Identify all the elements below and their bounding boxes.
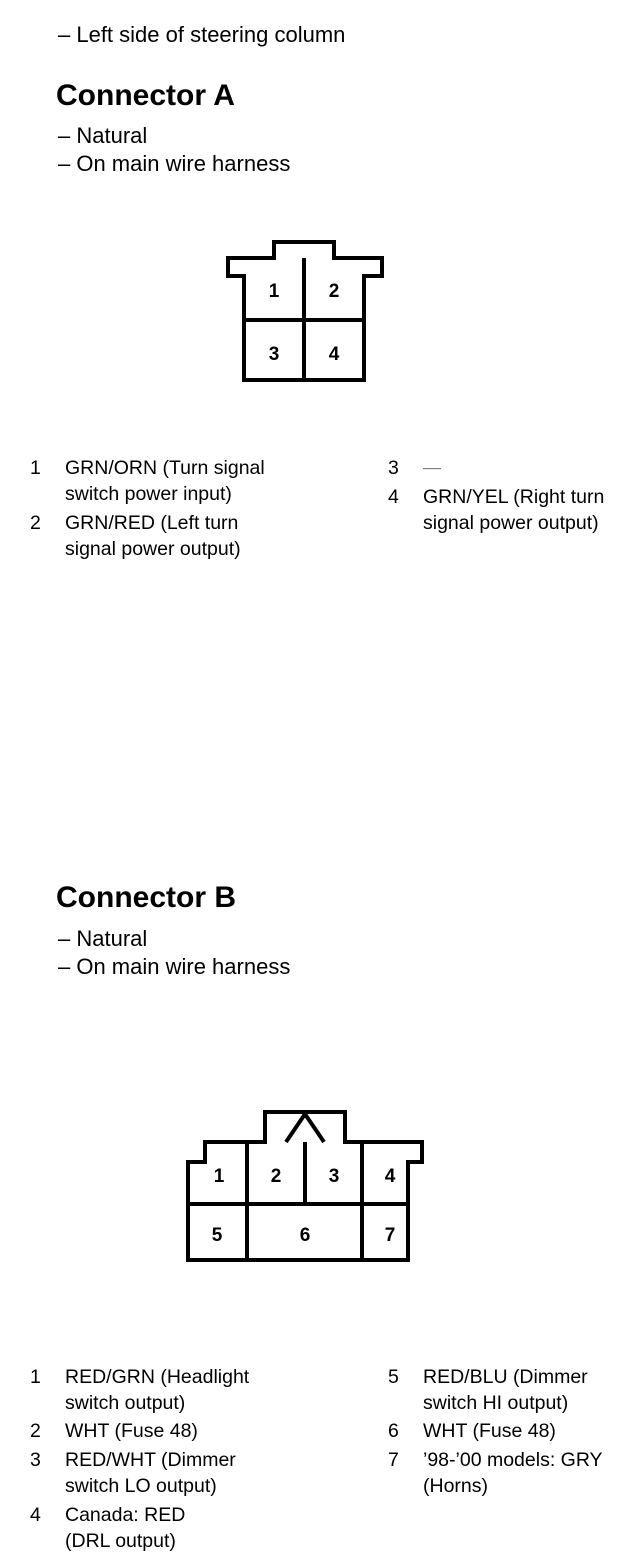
pin-number: 4 [388,486,399,508]
connector-a-diagram [0,230,640,400]
pin-description: RED/GRN (Headlight switch output) [65,1366,250,1414]
location-note: – Left side of steering column [58,22,346,47]
pin-number: 2 [30,1420,41,1442]
pin-description: RED/BLU (Dimmer switch HI output) [423,1366,588,1414]
pin-description: —— [423,463,441,473]
connector-b-cavity-1: 1 [213,1166,225,1187]
connector-b-cavity-3: 3 [328,1166,340,1187]
pin-number: 1 [30,457,41,479]
pin-description: ’98-’00 models: GRY (Horns) [423,1449,603,1497]
connector-a-note-location: – On main wire harness [58,151,291,176]
pin-number: 6 [388,1420,399,1442]
connector-b-diagram [0,1100,640,1270]
connector-a-title: Connector A [56,79,235,112]
connector-b-note-color: – Natural [58,926,148,951]
pin-description: GRN/ORN (Turn signal switch power input) [65,457,265,505]
pin-number: 4 [30,1504,41,1526]
pin-description: RED/WHT (Dimmer switch LO output) [65,1449,236,1497]
connector-b-title: Connector B [56,881,236,914]
connector-b-note-location: – On main wire harness [58,954,291,979]
connector-b-cavity-5: 5 [211,1225,223,1246]
pin-number: 3 [388,457,399,479]
connector-a-cavity-3: 3 [268,344,280,365]
pin-number: 5 [388,1366,399,1388]
pin-description: WHT (Fuse 48) [65,1420,198,1442]
connector-b-cavity-2: 2 [270,1166,282,1187]
connector-a-note-color: – Natural [58,123,148,148]
pin-description: GRN/YEL (Right turn signal power output) [423,486,605,534]
pin-number: 3 [30,1449,41,1471]
connector-b-cavity-4: 4 [384,1166,396,1187]
connector-b-cavity-7: 7 [384,1225,396,1246]
pin-number: 2 [30,512,41,534]
pin-number: 1 [30,1366,41,1388]
pin-number: 7 [388,1449,399,1471]
connector-b-cavity-6: 6 [299,1225,311,1246]
connector-b-latch-ramp [286,1114,324,1142]
pin-description: WHT (Fuse 48) [423,1420,556,1442]
pin-description: GRN/RED (Left turn signal power output) [65,512,241,560]
connector-a-cavity-1: 1 [268,281,280,302]
pin-description: Canada: RED (DRL output) [65,1504,186,1552]
connector-a-cavity-2: 2 [328,281,340,302]
connector-a-cavity-4: 4 [328,344,340,365]
